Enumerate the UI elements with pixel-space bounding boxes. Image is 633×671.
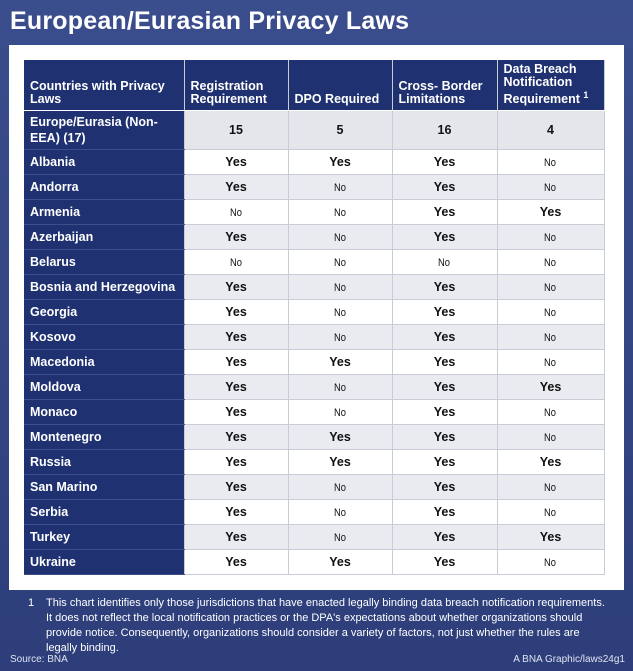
cell-dpo <box>288 250 392 275</box>
cell-value: No <box>334 332 346 344</box>
cell-value: No <box>544 157 557 169</box>
cell-value: No <box>544 182 557 194</box>
cell-registration <box>184 550 288 575</box>
cell-value: Yes <box>225 230 247 244</box>
table-header-row <box>24 60 604 111</box>
cell-registration <box>184 300 288 325</box>
country-name: Ukraine <box>24 550 184 575</box>
cell-value: No <box>230 207 242 219</box>
cell-value: No <box>334 182 346 194</box>
cell-value: Yes <box>225 305 247 319</box>
cell-value: No <box>230 257 242 269</box>
table-row <box>24 325 604 350</box>
cell-registration <box>184 375 288 400</box>
cell-breach <box>497 325 604 350</box>
cell-value: No <box>334 532 346 544</box>
cell-value: No <box>334 407 346 419</box>
summary-label: Europe/Eurasia (Non-EEA) (17) <box>24 111 184 150</box>
cell-value: No <box>334 207 346 219</box>
table-row <box>24 175 604 200</box>
table-row <box>24 475 604 500</box>
country-name: Bosnia and Herzegovina <box>24 275 184 300</box>
cell-registration <box>184 450 288 475</box>
cell-breach <box>497 250 604 275</box>
summary-breach: 4 <box>497 111 604 150</box>
cell-dpo <box>288 300 392 325</box>
country-name: Monaco <box>24 400 184 425</box>
cell-value: Yes <box>539 380 562 394</box>
cell-value: Yes <box>433 305 456 319</box>
cell-value: No <box>544 507 557 519</box>
cell-breach <box>497 475 604 500</box>
table-row <box>24 250 604 275</box>
country-name: Azerbaijan <box>24 225 184 250</box>
cell-value: Yes <box>225 430 247 444</box>
cell-value: No <box>544 257 557 269</box>
cell-cross-border <box>392 225 497 250</box>
cell-value: No <box>544 557 557 569</box>
cell-value: Yes <box>433 180 456 194</box>
cell-value: No <box>334 232 346 244</box>
cell-value: Yes <box>433 455 456 469</box>
cell-value: Yes <box>433 380 456 394</box>
cell-value: Yes <box>329 355 351 369</box>
cell-value: No <box>544 407 557 419</box>
cell-value: Yes <box>433 330 456 344</box>
cell-value: Yes <box>433 205 456 219</box>
cell-value: Yes <box>539 530 562 544</box>
cell-cross-border <box>392 175 497 200</box>
cell-breach <box>497 350 604 375</box>
cell-value: No <box>544 357 557 369</box>
cell-value: Yes <box>225 405 247 419</box>
cell-cross-border <box>392 475 497 500</box>
cell-value: Yes <box>329 555 351 569</box>
cell-value: Yes <box>433 230 456 244</box>
cell-cross-border <box>392 425 497 450</box>
cell-value: Yes <box>433 430 456 444</box>
cell-value: No <box>334 307 346 319</box>
cell-value: No <box>544 307 557 319</box>
cell-dpo <box>288 450 392 475</box>
cell-breach <box>497 275 604 300</box>
cell-value: Yes <box>433 530 456 544</box>
cell-dpo <box>288 425 392 450</box>
cell-dpo <box>288 475 392 500</box>
cell-value: Yes <box>433 505 456 519</box>
cell-value: No <box>544 232 557 244</box>
cell-breach <box>497 225 604 250</box>
cell-registration <box>184 475 288 500</box>
cell-value: Yes <box>225 480 247 494</box>
cell-value: No <box>544 482 557 494</box>
cell-registration <box>184 325 288 350</box>
table-row <box>24 200 604 225</box>
graphic-credit: A BNA Graphic/laws24g1 <box>513 654 625 665</box>
table-row <box>24 225 604 250</box>
cell-value: No <box>544 282 557 294</box>
cell-cross-border <box>392 400 497 425</box>
summary-registration: 15 <box>184 111 288 150</box>
cell-value: Yes <box>225 355 247 369</box>
cell-dpo <box>288 175 392 200</box>
cell-breach <box>497 300 604 325</box>
cell-dpo <box>288 350 392 375</box>
cell-value: No <box>334 507 346 519</box>
table-row <box>24 350 604 375</box>
country-name: Macedonia <box>24 350 184 375</box>
summary-row <box>24 111 604 150</box>
summary-cross-border: 16 <box>392 111 497 150</box>
cell-value: Yes <box>433 280 456 294</box>
cell-registration <box>184 525 288 550</box>
country-name: Moldova <box>24 375 184 400</box>
cell-value: Yes <box>225 180 247 194</box>
cell-registration <box>184 150 288 175</box>
cell-breach <box>497 150 604 175</box>
header-country: Countries with Privacy Laws <box>24 60 184 111</box>
country-name: San Marino <box>24 475 184 500</box>
header-registration: Registration Requirement <box>184 60 288 111</box>
table-row <box>24 525 604 550</box>
cell-value: No <box>334 282 346 294</box>
cell-value: Yes <box>539 455 562 469</box>
country-name: Serbia <box>24 500 184 525</box>
table-row <box>24 500 604 525</box>
cell-value: No <box>438 257 451 269</box>
cell-registration <box>184 275 288 300</box>
cell-value: Yes <box>225 555 247 569</box>
cell-dpo <box>288 225 392 250</box>
cell-breach <box>497 550 604 575</box>
cell-breach <box>497 450 604 475</box>
cell-dpo <box>288 375 392 400</box>
footnote-text: This chart identifies only those jurisdictions that have enacted legally binding data breach notification requirements. It does not reflect the local notification practices or the DPA's expectations about whether organizations should provide notice. Consequently, organizations should consider a variety of factors, not just whether the rules are legally binding. <box>46 597 605 654</box>
header-breach-label: Data Breach Notification Requirement <box>503 61 580 106</box>
cell-value: No <box>544 432 557 444</box>
header-breach-footnote-mark: 1 <box>583 89 589 100</box>
country-name: Russia <box>24 450 184 475</box>
cell-dpo <box>288 150 392 175</box>
table-row <box>24 400 604 425</box>
table-row <box>24 550 604 575</box>
cell-breach <box>497 375 604 400</box>
table-row <box>24 300 604 325</box>
cell-registration <box>184 225 288 250</box>
cell-value: No <box>334 382 346 394</box>
cell-registration <box>184 175 288 200</box>
table-row <box>24 275 604 300</box>
summary-dpo: 5 <box>288 111 392 150</box>
cell-dpo <box>288 500 392 525</box>
cell-registration <box>184 250 288 275</box>
country-name: Andorra <box>24 175 184 200</box>
country-name: Kosovo <box>24 325 184 350</box>
source-label: Source: BNA <box>10 654 68 665</box>
header-dpo: DPO Required <box>288 60 392 111</box>
cell-value: No <box>334 482 346 494</box>
page-title: European/Eurasian Privacy Laws <box>10 7 410 35</box>
cell-dpo <box>288 325 392 350</box>
cell-breach <box>497 500 604 525</box>
cell-breach <box>497 175 604 200</box>
cell-value: Yes <box>225 280 247 294</box>
cell-dpo <box>288 400 392 425</box>
cell-value: No <box>544 332 557 344</box>
table-row <box>24 450 604 475</box>
cell-cross-border <box>392 550 497 575</box>
country-name: Armenia <box>24 200 184 225</box>
cell-registration <box>184 350 288 375</box>
cell-value: Yes <box>433 355 456 369</box>
cell-breach <box>497 400 604 425</box>
cell-cross-border <box>392 275 497 300</box>
header-breach <box>497 60 604 111</box>
cell-value: Yes <box>225 530 247 544</box>
cell-registration <box>184 400 288 425</box>
cell-value: Yes <box>433 480 456 494</box>
cell-cross-border <box>392 250 497 275</box>
cell-value: Yes <box>225 330 247 344</box>
footnote-mark: 1 <box>28 597 35 609</box>
table-row <box>24 150 604 175</box>
cell-value: Yes <box>329 430 351 444</box>
cell-registration <box>184 500 288 525</box>
cell-cross-border <box>392 500 497 525</box>
cell-dpo <box>288 550 392 575</box>
cell-cross-border <box>392 450 497 475</box>
cell-value: No <box>334 257 346 269</box>
cell-value: Yes <box>225 380 247 394</box>
cell-registration <box>184 425 288 450</box>
cell-dpo <box>288 275 392 300</box>
cell-cross-border <box>392 300 497 325</box>
cell-breach <box>497 200 604 225</box>
cell-value: Yes <box>433 555 456 569</box>
cell-dpo <box>288 200 392 225</box>
cell-registration <box>184 200 288 225</box>
cell-value: Yes <box>225 505 247 519</box>
country-name: Montenegro <box>24 425 184 450</box>
header-cross-border: Cross- Border Limitations <box>392 60 497 111</box>
country-name: Georgia <box>24 300 184 325</box>
cell-value: Yes <box>539 205 562 219</box>
table-row <box>24 375 604 400</box>
country-name: Turkey <box>24 525 184 550</box>
cell-value: Yes <box>329 155 351 169</box>
country-name: Belarus <box>24 250 184 275</box>
cell-value: Yes <box>433 155 456 169</box>
privacy-laws-table <box>24 60 605 575</box>
cell-breach <box>497 425 604 450</box>
cell-cross-border <box>392 375 497 400</box>
country-name: Albania <box>24 150 184 175</box>
cell-cross-border <box>392 150 497 175</box>
cell-value: Yes <box>329 455 351 469</box>
cell-cross-border <box>392 350 497 375</box>
table-row <box>24 425 604 450</box>
cell-cross-border <box>392 325 497 350</box>
cell-value: Yes <box>225 155 247 169</box>
cell-cross-border <box>392 200 497 225</box>
cell-value: Yes <box>225 455 247 469</box>
cell-breach <box>497 525 604 550</box>
cell-value: Yes <box>433 405 456 419</box>
cell-cross-border <box>392 525 497 550</box>
cell-dpo <box>288 525 392 550</box>
